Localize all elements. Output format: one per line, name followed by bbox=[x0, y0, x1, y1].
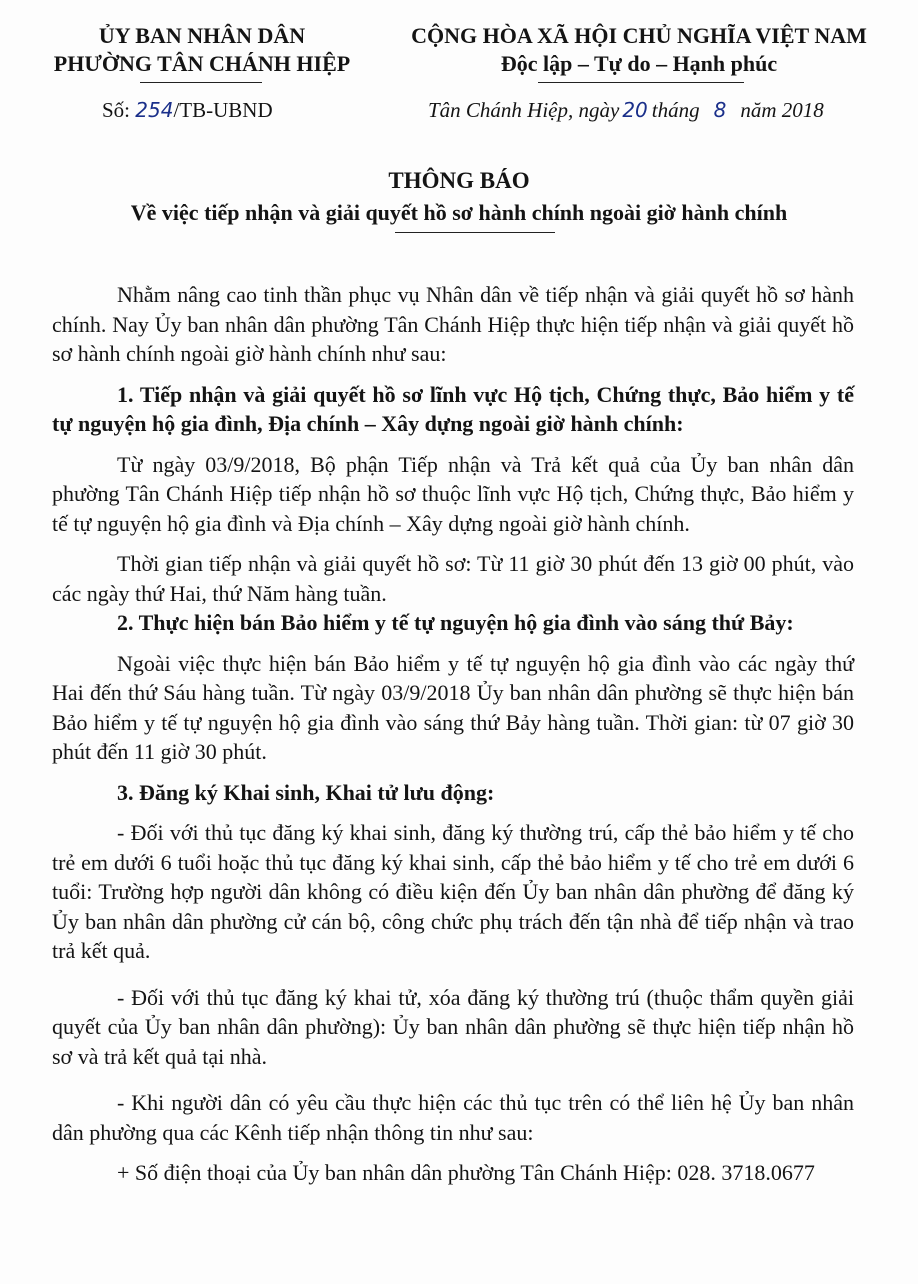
national-motto-block bbox=[384, 22, 894, 78]
section-3-heading: 3. Đăng ký Khai sinh, Khai tử lưu động: bbox=[117, 779, 495, 805]
motto-underline bbox=[538, 82, 744, 83]
national-name: CỘNG HÒA XÃ HỘI CHỦ NGHĨA VIỆT NAM bbox=[411, 23, 867, 48]
issuer-block bbox=[34, 22, 370, 78]
document-subject: Về việc tiếp nhận và giải quyết hồ sơ hành chính ngoài giờ hành chính bbox=[130, 200, 788, 225]
section-3-paragraph-4: + Số điện thoại của Ủy ban nhân dân phường Tân Chánh Hiệp: 028. 3718.0677 bbox=[117, 1160, 815, 1185]
section-3-paragraph-1: - Đối với thủ tục đăng ký khai sinh, đăng ký thường trú, cấp thẻ bảo hiểm y tế cho trẻ em dưới 6 tuổi hoặc thủ tục đăng ký khai sinh, cấp thẻ bảo hiểm y tế cho trẻ em dưới 6 tuổi: Trường hợp người dân không có điều kiện đến Ủy ban nhân dân phường để đăng ký Ủy ban nhân dân phường cử cán bộ, công chức phụ trách đến tận nhà để tiếp nhận và trao trả kết quả. bbox=[52, 820, 854, 963]
section-2-paragraph-1: Ngoài việc thực hiện bán Bảo hiểm y tế tự nguyện hộ gia đình vào các ngày thứ Hai đến thứ Sáu hàng tuần. Từ ngày 03/9/2018 Ủy ban nhân dân phường sẽ thực hiện bán Bảo hiểm y tế tự nguyện hộ gia đình vào sáng thứ Bảy hàng tuần. Thời gian: từ 07 giờ 30 phút đến 11 giờ 30 phút. bbox=[52, 650, 854, 764]
date-month-label: tháng bbox=[651, 98, 700, 122]
date-place-label: Tân Chánh Hiệp, ngày bbox=[428, 98, 620, 122]
issuer-underline bbox=[140, 82, 262, 83]
section-1-paragraph-2: Thời gian tiếp nhận và giải quyết hồ sơ: Từ 11 giờ 30 phút đến 13 giờ 00 phút, vào các ngày thứ Hai, thứ Năm hàng tuần. bbox=[52, 551, 854, 606]
handwritten-number: 254 bbox=[135, 98, 174, 122]
intro-paragraph: Nhằm nâng cao tinh thần phục vụ Nhân dân về tiếp nhận và giải quyết hồ sơ hành chính. Nay Ủy ban nhân dân phường Tân Chánh Hiệp thực hiện tiếp nhận và giải quyết hồ sơ hành chính ngoài giờ hành chính như sau: bbox=[52, 282, 854, 366]
section-3-paragraph-3: - Khi người dân có yêu cầu thực hiện các thủ tục trên có thể liên hệ Ủy ban nhân dân phường qua các Kênh tiếp nhận thông tin như sau: bbox=[52, 1090, 854, 1145]
number-prefix: Số: bbox=[102, 98, 136, 122]
title-underline bbox=[395, 232, 555, 233]
document-title: THÔNG BÁO bbox=[388, 168, 530, 193]
handwritten-month: 8 bbox=[713, 98, 727, 122]
handwritten-day: 20 bbox=[622, 98, 648, 122]
section-3-paragraph-2: - Đối với thủ tục đăng ký khai tử, xóa đăng ký thường trú (thuộc thẩm quyền giải quyết của Ủy ban nhân dân phường): Ủy ban nhân dân phường sẽ thực hiện tiếp nhận hồ sơ và trả kết quả tại nhà. bbox=[52, 984, 854, 1069]
issuer-line-2: PHƯỜNG TÂN CHÁNH HIỆP bbox=[53, 51, 351, 76]
section-2-heading: 2. Thực hiện bán Bảo hiểm y tế tự nguyện hộ gia đình vào sáng thứ Bảy: bbox=[117, 610, 794, 635]
date-line bbox=[428, 96, 824, 124]
section-1-paragraph-1: Từ ngày 03/9/2018, Bộ phận Tiếp nhận và Trả kết quả của Ủy ban nhân dân phường Tân Chánh Hiệp tiếp nhận hồ sơ thuộc lĩnh vực Hộ tịch, Chứng thực, Bảo hiểm y tế tự nguyện hộ gia đình và Địa chính – Xây dựng ngoài giờ hành chính. bbox=[52, 451, 854, 536]
issuer-line-1: ỦY BAN NHÂN DÂN bbox=[98, 23, 306, 48]
date-year: năm 2018 bbox=[740, 98, 824, 122]
section-1-heading: 1. Tiếp nhận và giải quyết hồ sơ lĩnh vực Hộ tịch, Chứng thực, Bảo hiểm y tế tự nguyện hộ gia đình, Địa chính – Xây dựng ngoài giờ hành chính: bbox=[52, 381, 854, 436]
document-body bbox=[52, 280, 854, 1188]
document-number bbox=[102, 96, 273, 124]
national-motto: Độc lập – Tự do – Hạnh phúc bbox=[500, 51, 778, 76]
number-suffix: /TB-UBND bbox=[173, 98, 273, 122]
